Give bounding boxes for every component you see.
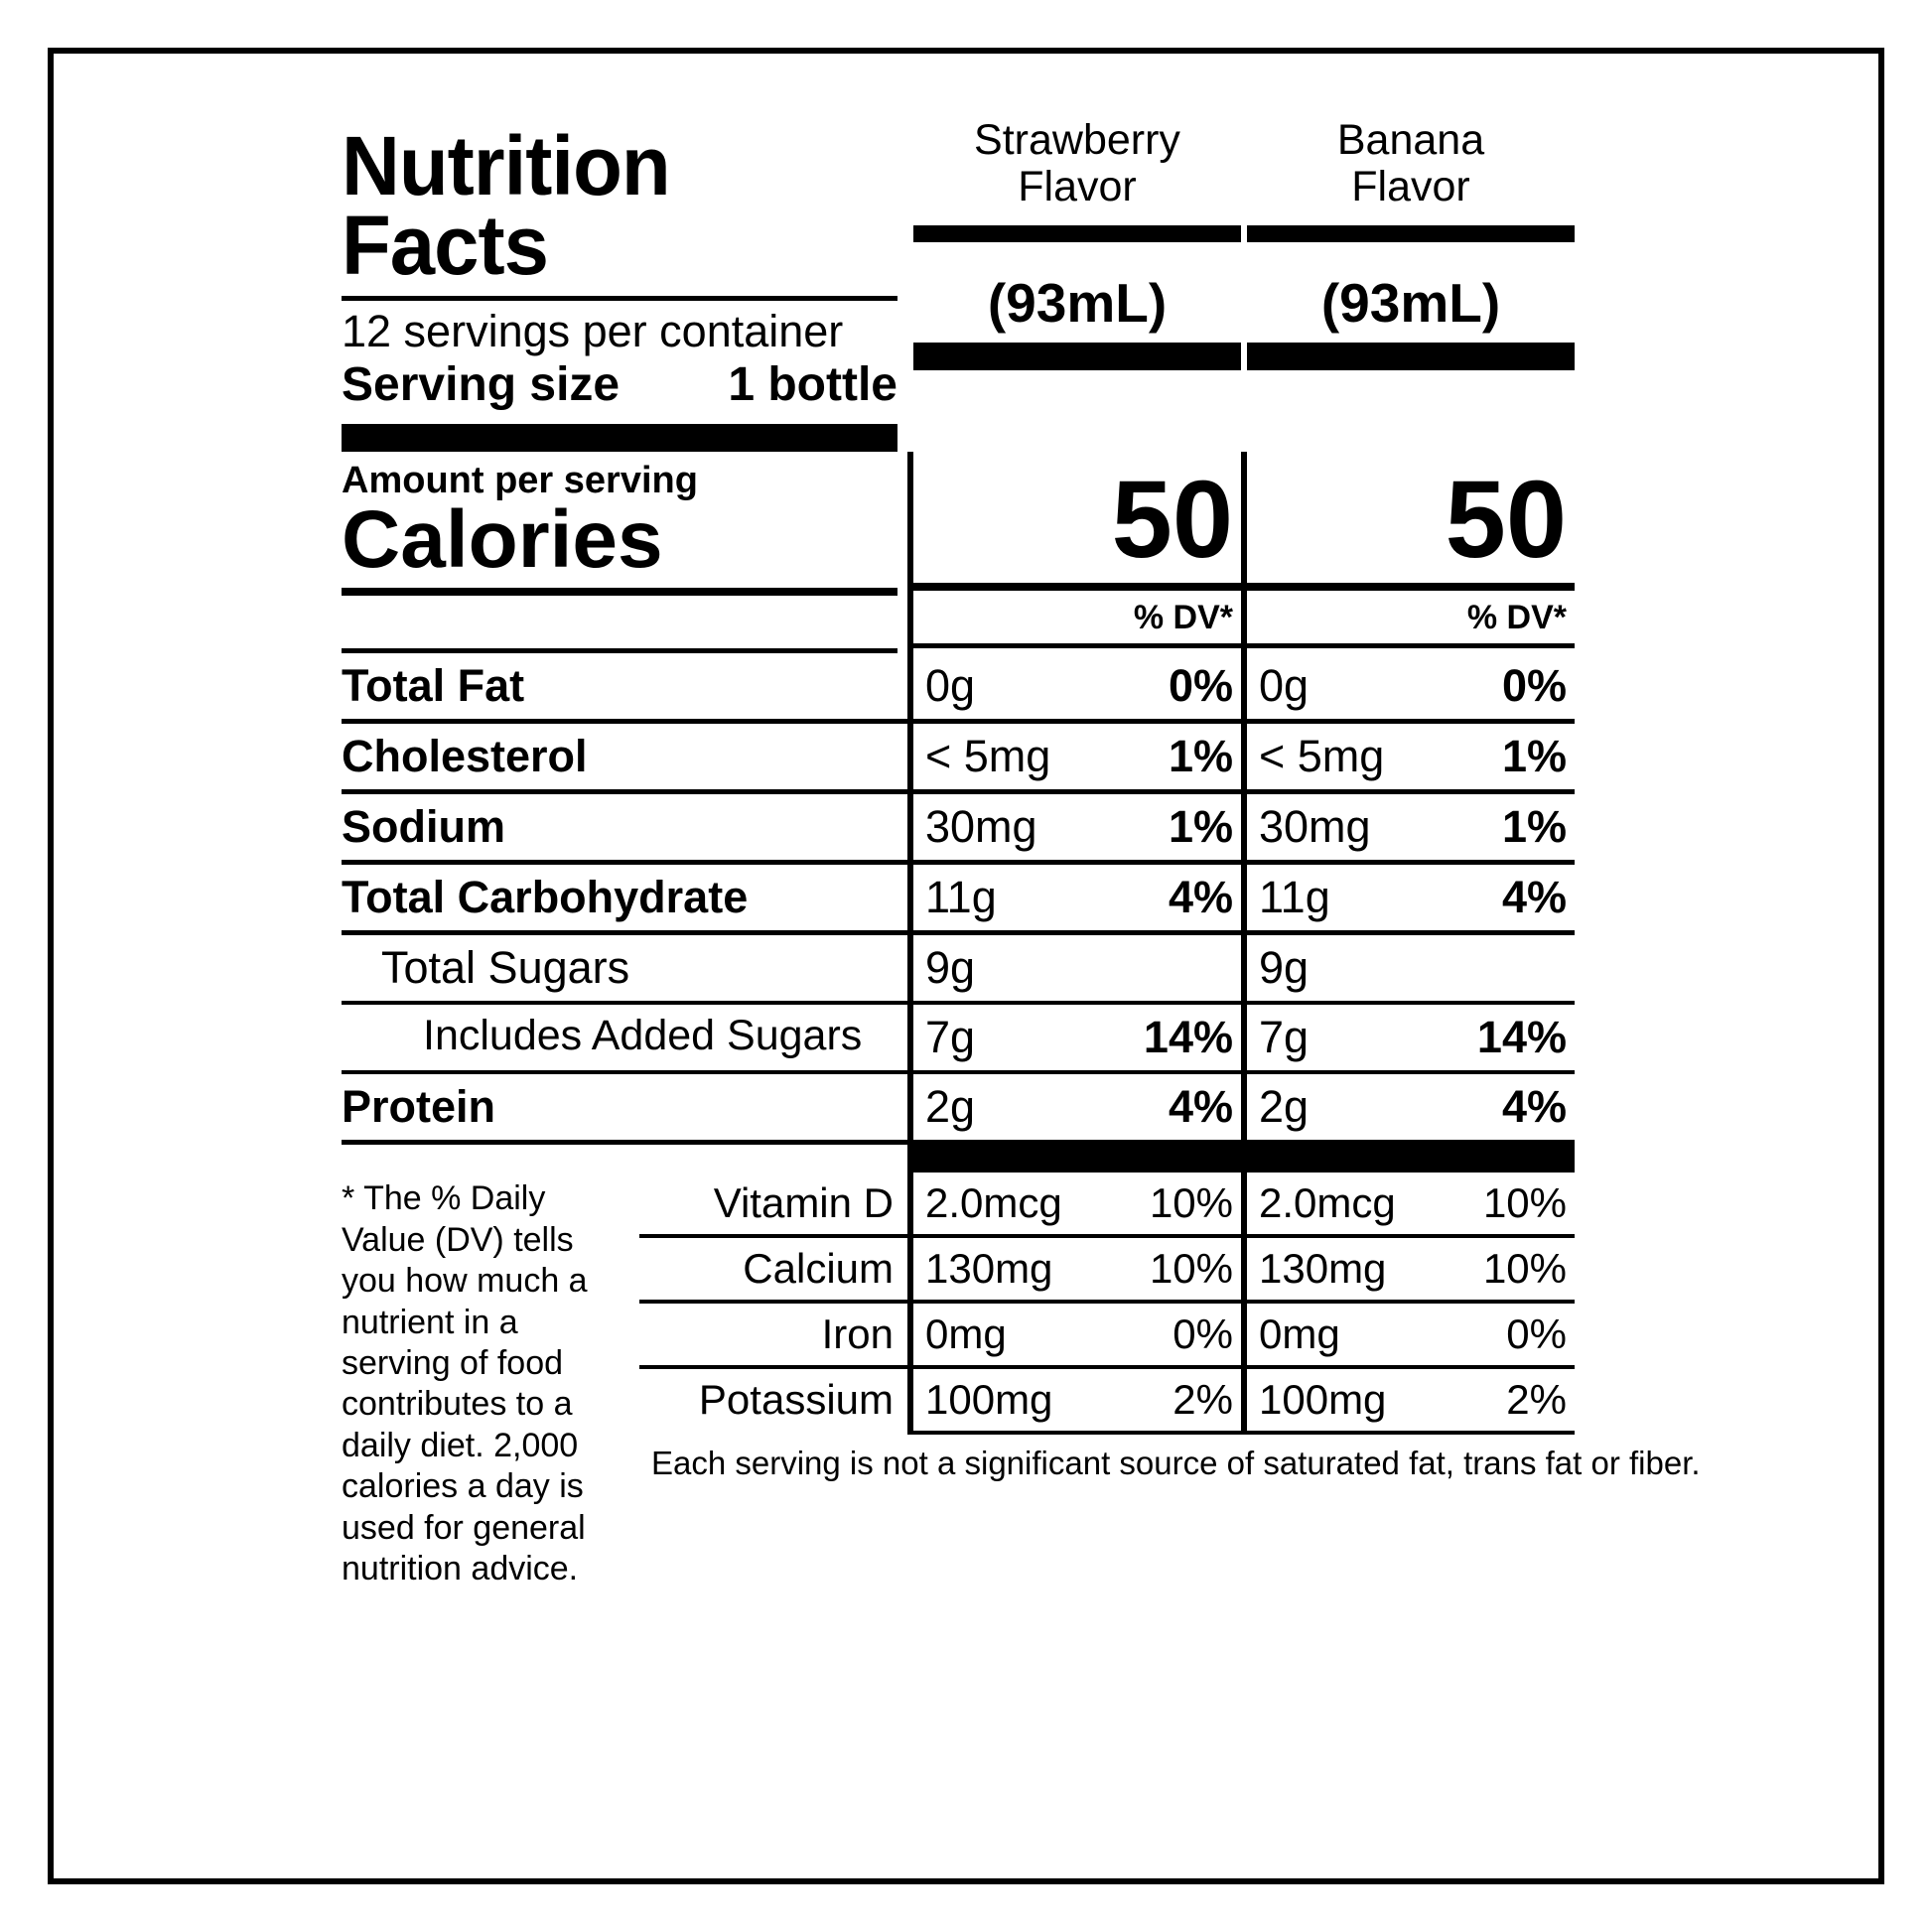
nutrient-name: Includes Added Sugars [342, 1005, 907, 1074]
vitamin-section [342, 1173, 1841, 1590]
nutrient-value-strawberry [913, 865, 1241, 935]
table-row [342, 724, 1841, 794]
nutrient-pct: 4% [1168, 872, 1233, 923]
calories-rule [342, 588, 897, 596]
column-header-banana [1247, 83, 1575, 370]
calories-banana [1247, 452, 1575, 653]
vitamin-amount: 0mg [1259, 1311, 1340, 1358]
nutrient-amount: 0g [925, 660, 976, 712]
vitamin-pct: 0% [1506, 1311, 1567, 1358]
serving-ml-strawberry: (93mL) [987, 271, 1168, 334]
vitamin-value-strawberry [913, 1304, 1241, 1369]
flavor-word-banana: Flavor [1351, 163, 1470, 211]
nutrient-amount: 30mg [1259, 801, 1371, 853]
calories-rule-strawberry [913, 583, 1241, 591]
vitamin-pct: 10% [1482, 1179, 1567, 1227]
serving-size-row [342, 358, 897, 412]
nutrient-value-banana [1247, 653, 1575, 724]
nutrient-value-banana [1247, 865, 1575, 935]
nutrient-value-banana [1247, 724, 1575, 794]
nutrient-value-banana [1247, 935, 1575, 1005]
nutrient-name: Cholesterol [342, 724, 907, 794]
vitamin-value-banana [1247, 1304, 1575, 1369]
vitamin-amount: 100mg [925, 1376, 1053, 1424]
table-row [639, 1369, 1841, 1435]
flavor-underline-strawberry [913, 225, 1241, 242]
header-thick-rule [342, 424, 897, 452]
nutrient-amount: 9g [925, 942, 976, 994]
vitamin-amount: 130mg [1259, 1245, 1387, 1293]
serving-size-label: Serving size [342, 357, 621, 411]
vitamin-value-strawberry [913, 1369, 1241, 1435]
calories-label: Calories [342, 493, 663, 585]
calories-strawberry [913, 452, 1241, 653]
vitamin-value-strawberry [913, 1173, 1241, 1238]
vitamin-value-strawberry [913, 1238, 1241, 1304]
vitamin-pct: 2% [1173, 1376, 1233, 1424]
label-header [342, 83, 1841, 452]
page-title: Nutrition Facts [342, 119, 670, 292]
nutrient-value-strawberry [913, 794, 1241, 865]
vitamin-name: Potassium [698, 1376, 894, 1424]
nutrient-pct: 14% [1476, 1012, 1567, 1063]
nutrient-pct: 0% [1168, 660, 1233, 712]
calories-value-strawberry: 50 [1111, 458, 1233, 581]
separator-banana [1247, 1145, 1575, 1173]
table-row [342, 794, 1841, 865]
nutrient-amount: 2g [925, 1081, 976, 1133]
dv-rule-strawberry [913, 643, 1241, 648]
nutrient-pct: 0% [1501, 660, 1567, 712]
vitamin-pct: 0% [1173, 1311, 1233, 1358]
nutrient-pct: 1% [1168, 801, 1233, 853]
nutrient-value-strawberry [913, 1005, 1241, 1074]
vitamin-amount: 130mg [925, 1245, 1053, 1293]
daily-value-footnote: * The % Daily Value (DV) tells you how much a nutrient in a serving of food contributes to a daily diet. 2,000 calories a day is used for general nutrition advice. [342, 1179, 588, 1588]
nutrient-pct: 1% [1501, 731, 1567, 782]
nutrient-amount: 30mg [925, 801, 1037, 853]
nutrient-table [342, 653, 1841, 1173]
dv-header-strawberry: % DV* [1133, 598, 1233, 636]
nutrient-name: Total Fat [342, 653, 907, 724]
nutrient-amount: 11g [1259, 872, 1330, 923]
column-header-strawberry [913, 83, 1241, 370]
table-row [342, 935, 1841, 1005]
nutrient-amount: 9g [1259, 942, 1310, 994]
nutrient-value-strawberry [913, 724, 1241, 794]
vitamin-value-banana [1247, 1173, 1575, 1238]
vitamin-name: Calcium [639, 1238, 907, 1304]
nutrient-pct: 14% [1143, 1012, 1233, 1063]
separator-spacer [342, 1145, 907, 1173]
nutrient-pct: 4% [1168, 1081, 1233, 1133]
nutrient-pct: 1% [1168, 731, 1233, 782]
table-row [342, 865, 1841, 935]
vitamin-value-banana [1247, 1238, 1575, 1304]
table-row [639, 1173, 1841, 1238]
nutrient-value-strawberry [913, 935, 1241, 1005]
nutrition-facts-panel [48, 48, 1884, 1884]
vitamin-table [639, 1173, 1841, 1590]
serving-ml-banana: (93mL) [1320, 271, 1501, 334]
nutrient-value-banana [1247, 794, 1575, 865]
nutrient-pct: 4% [1501, 1081, 1567, 1133]
vitamin-pct: 10% [1149, 1245, 1233, 1293]
nutrient-name: Sodium [342, 794, 907, 865]
nutrient-pct: 1% [1501, 801, 1567, 853]
nutrient-value-strawberry [913, 1074, 1241, 1145]
nutrient-name: Total Sugars [342, 935, 907, 1005]
nutrient-amount: < 5mg [1259, 731, 1385, 782]
nutrient-amount: 7g [925, 1012, 976, 1063]
vitamin-amount: 2.0mcg [1259, 1179, 1396, 1227]
ml-thick-rule-banana [1247, 343, 1575, 370]
nutrient-amount: < 5mg [925, 731, 1051, 782]
ml-thick-rule-strawberry [913, 343, 1241, 370]
vitamin-section-separator [342, 1145, 1841, 1173]
table-row [639, 1304, 1841, 1369]
table-row [639, 1238, 1841, 1304]
calories-value-banana: 50 [1445, 458, 1567, 581]
flavor-name-banana: Banana [1336, 116, 1485, 164]
header-left [342, 83, 907, 452]
vitamin-pct: 10% [1482, 1245, 1567, 1293]
nutrient-name: Protein [342, 1074, 907, 1145]
table-row [342, 653, 1841, 724]
nutrient-pct: 4% [1501, 872, 1567, 923]
calories-left [342, 452, 907, 653]
nutrient-value-banana [1247, 1005, 1575, 1074]
vitamin-value-banana [1247, 1369, 1575, 1435]
vitamin-name: Vitamin D [639, 1173, 907, 1238]
calories-rule-banana [1247, 583, 1575, 591]
vitamin-pct: 2% [1506, 1376, 1567, 1424]
flavor-name-strawberry: Strawberry [974, 116, 1180, 164]
flavor-word-strawberry: Flavor [1018, 163, 1137, 211]
serving-size-value: 1 bottle [728, 357, 897, 411]
nutrient-value-strawberry [913, 653, 1241, 724]
nutrient-value-banana [1247, 1074, 1575, 1145]
bottom-disclaimer: Each serving is not a significant source of saturated fat, trans fat or fiber. [651, 1445, 1701, 1482]
dv-header-banana: % DV* [1466, 598, 1567, 636]
flavor-underline-banana [1247, 225, 1575, 242]
vitamin-name: Iron [639, 1304, 907, 1369]
nutrient-amount: 7g [1259, 1012, 1310, 1063]
amount-per-serving-label: Amount per serving [342, 459, 698, 501]
separator-strawberry [913, 1145, 1241, 1173]
table-row [342, 1005, 1841, 1074]
calories-block [342, 452, 1841, 653]
vitamin-amount: 0mg [925, 1311, 1007, 1358]
nutrient-amount: 11g [925, 872, 997, 923]
vitamin-pct: 10% [1149, 1179, 1233, 1227]
nutrition-facts-label [342, 83, 1841, 1857]
nutrient-name: Total Carbohydrate [342, 865, 907, 935]
dv-rule-banana [1247, 643, 1575, 648]
table-row [342, 1074, 1841, 1145]
nutrient-amount: 2g [1259, 1081, 1310, 1133]
title-rule [342, 296, 897, 301]
servings-per-container: 12 servings per container [342, 305, 844, 356]
vitamin-amount: 2.0mcg [925, 1179, 1062, 1227]
vitamin-amount: 100mg [1259, 1376, 1387, 1424]
nutrient-amount: 0g [1259, 660, 1310, 712]
